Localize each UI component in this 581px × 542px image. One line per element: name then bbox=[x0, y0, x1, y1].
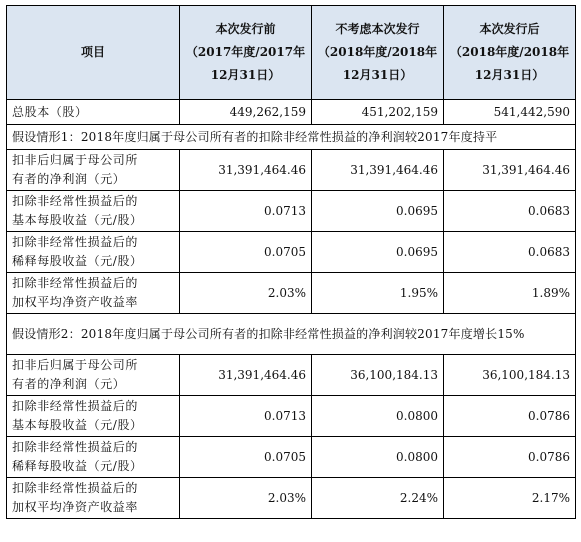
financial-table bbox=[6, 5, 576, 519]
header-without-issue: 不考虑本次发行 （2018年度/2018年 12月31日） bbox=[312, 6, 444, 100]
table-row bbox=[7, 150, 576, 191]
table-row bbox=[7, 437, 576, 478]
row-label: 扣非后归属于母公司所 有者的净利润（元） bbox=[7, 355, 180, 396]
table-body bbox=[7, 100, 576, 519]
cell-value: 0.0786 bbox=[444, 437, 576, 478]
row-label: 扣非后归属于母公司所 有者的净利润（元） bbox=[7, 150, 180, 191]
row-label: 扣除非经常性损益后的 稀释每股收益（元/股） bbox=[7, 232, 180, 273]
header-item: 项目 bbox=[7, 6, 180, 100]
cell-value: 451,202,159 bbox=[312, 100, 444, 125]
table-header bbox=[7, 6, 576, 100]
cell-value: 2.03% bbox=[180, 478, 312, 519]
table-row bbox=[7, 396, 576, 437]
cell-value: 31,391,464.46 bbox=[180, 150, 312, 191]
cell-value: 1.89% bbox=[444, 273, 576, 314]
header-after-issue: 本次发行后 （2018年度/2018年 12月31日） bbox=[444, 6, 576, 100]
table-row bbox=[7, 478, 576, 519]
cell-value: 0.0683 bbox=[444, 191, 576, 232]
table-row-total-shares bbox=[7, 100, 576, 125]
scenario-title: 假设情形2：2018年度归属于母公司所有者的扣除非经常性损益的净利润较2017年度增长15% bbox=[7, 314, 576, 355]
cell-value: 541,442,590 bbox=[444, 100, 576, 125]
header-row bbox=[7, 6, 576, 100]
table-row bbox=[7, 273, 576, 314]
cell-value: 0.0713 bbox=[180, 396, 312, 437]
cell-value: 36,100,184.13 bbox=[312, 355, 444, 396]
cell-value: 31,391,464.46 bbox=[444, 150, 576, 191]
cell-value: 0.0705 bbox=[180, 232, 312, 273]
scenario-title: 假设情形1：2018年度归属于母公司所有者的扣除非经常性损益的净利润较2017年度持平 bbox=[7, 125, 576, 150]
cell-value: 0.0683 bbox=[444, 232, 576, 273]
cell-value: 0.0695 bbox=[312, 191, 444, 232]
table-row bbox=[7, 355, 576, 396]
row-label: 扣除非经常性损益后的 加权平均净资产收益率 bbox=[7, 478, 180, 519]
cell-value: 31,391,464.46 bbox=[180, 355, 312, 396]
cell-value: 0.0695 bbox=[312, 232, 444, 273]
scenario-title-row bbox=[7, 314, 576, 355]
row-label: 总股本（股） bbox=[7, 100, 180, 125]
cell-value: 0.0705 bbox=[180, 437, 312, 478]
row-label: 扣除非经常性损益后的 基本每股收益（元/股） bbox=[7, 396, 180, 437]
cell-value: 1.95% bbox=[312, 273, 444, 314]
cell-value: 0.0800 bbox=[312, 437, 444, 478]
header-before-issue: 本次发行前 （2017年度/2017年 12月31日） bbox=[180, 6, 312, 100]
cell-value: 449,262,159 bbox=[180, 100, 312, 125]
scenario-title-row bbox=[7, 125, 576, 150]
cell-value: 0.0786 bbox=[444, 396, 576, 437]
cell-value: 36,100,184.13 bbox=[444, 355, 576, 396]
table-row bbox=[7, 232, 576, 273]
row-label: 扣除非经常性损益后的 稀释每股收益（元/股） bbox=[7, 437, 180, 478]
cell-value: 31,391,464.46 bbox=[312, 150, 444, 191]
cell-value: 2.03% bbox=[180, 273, 312, 314]
cell-value: 2.17% bbox=[444, 478, 576, 519]
cell-value: 2.24% bbox=[312, 478, 444, 519]
cell-value: 0.0713 bbox=[180, 191, 312, 232]
row-label: 扣除非经常性损益后的 基本每股收益（元/股） bbox=[7, 191, 180, 232]
table-row bbox=[7, 191, 576, 232]
cell-value: 0.0800 bbox=[312, 396, 444, 437]
row-label: 扣除非经常性损益后的 加权平均净资产收益率 bbox=[7, 273, 180, 314]
